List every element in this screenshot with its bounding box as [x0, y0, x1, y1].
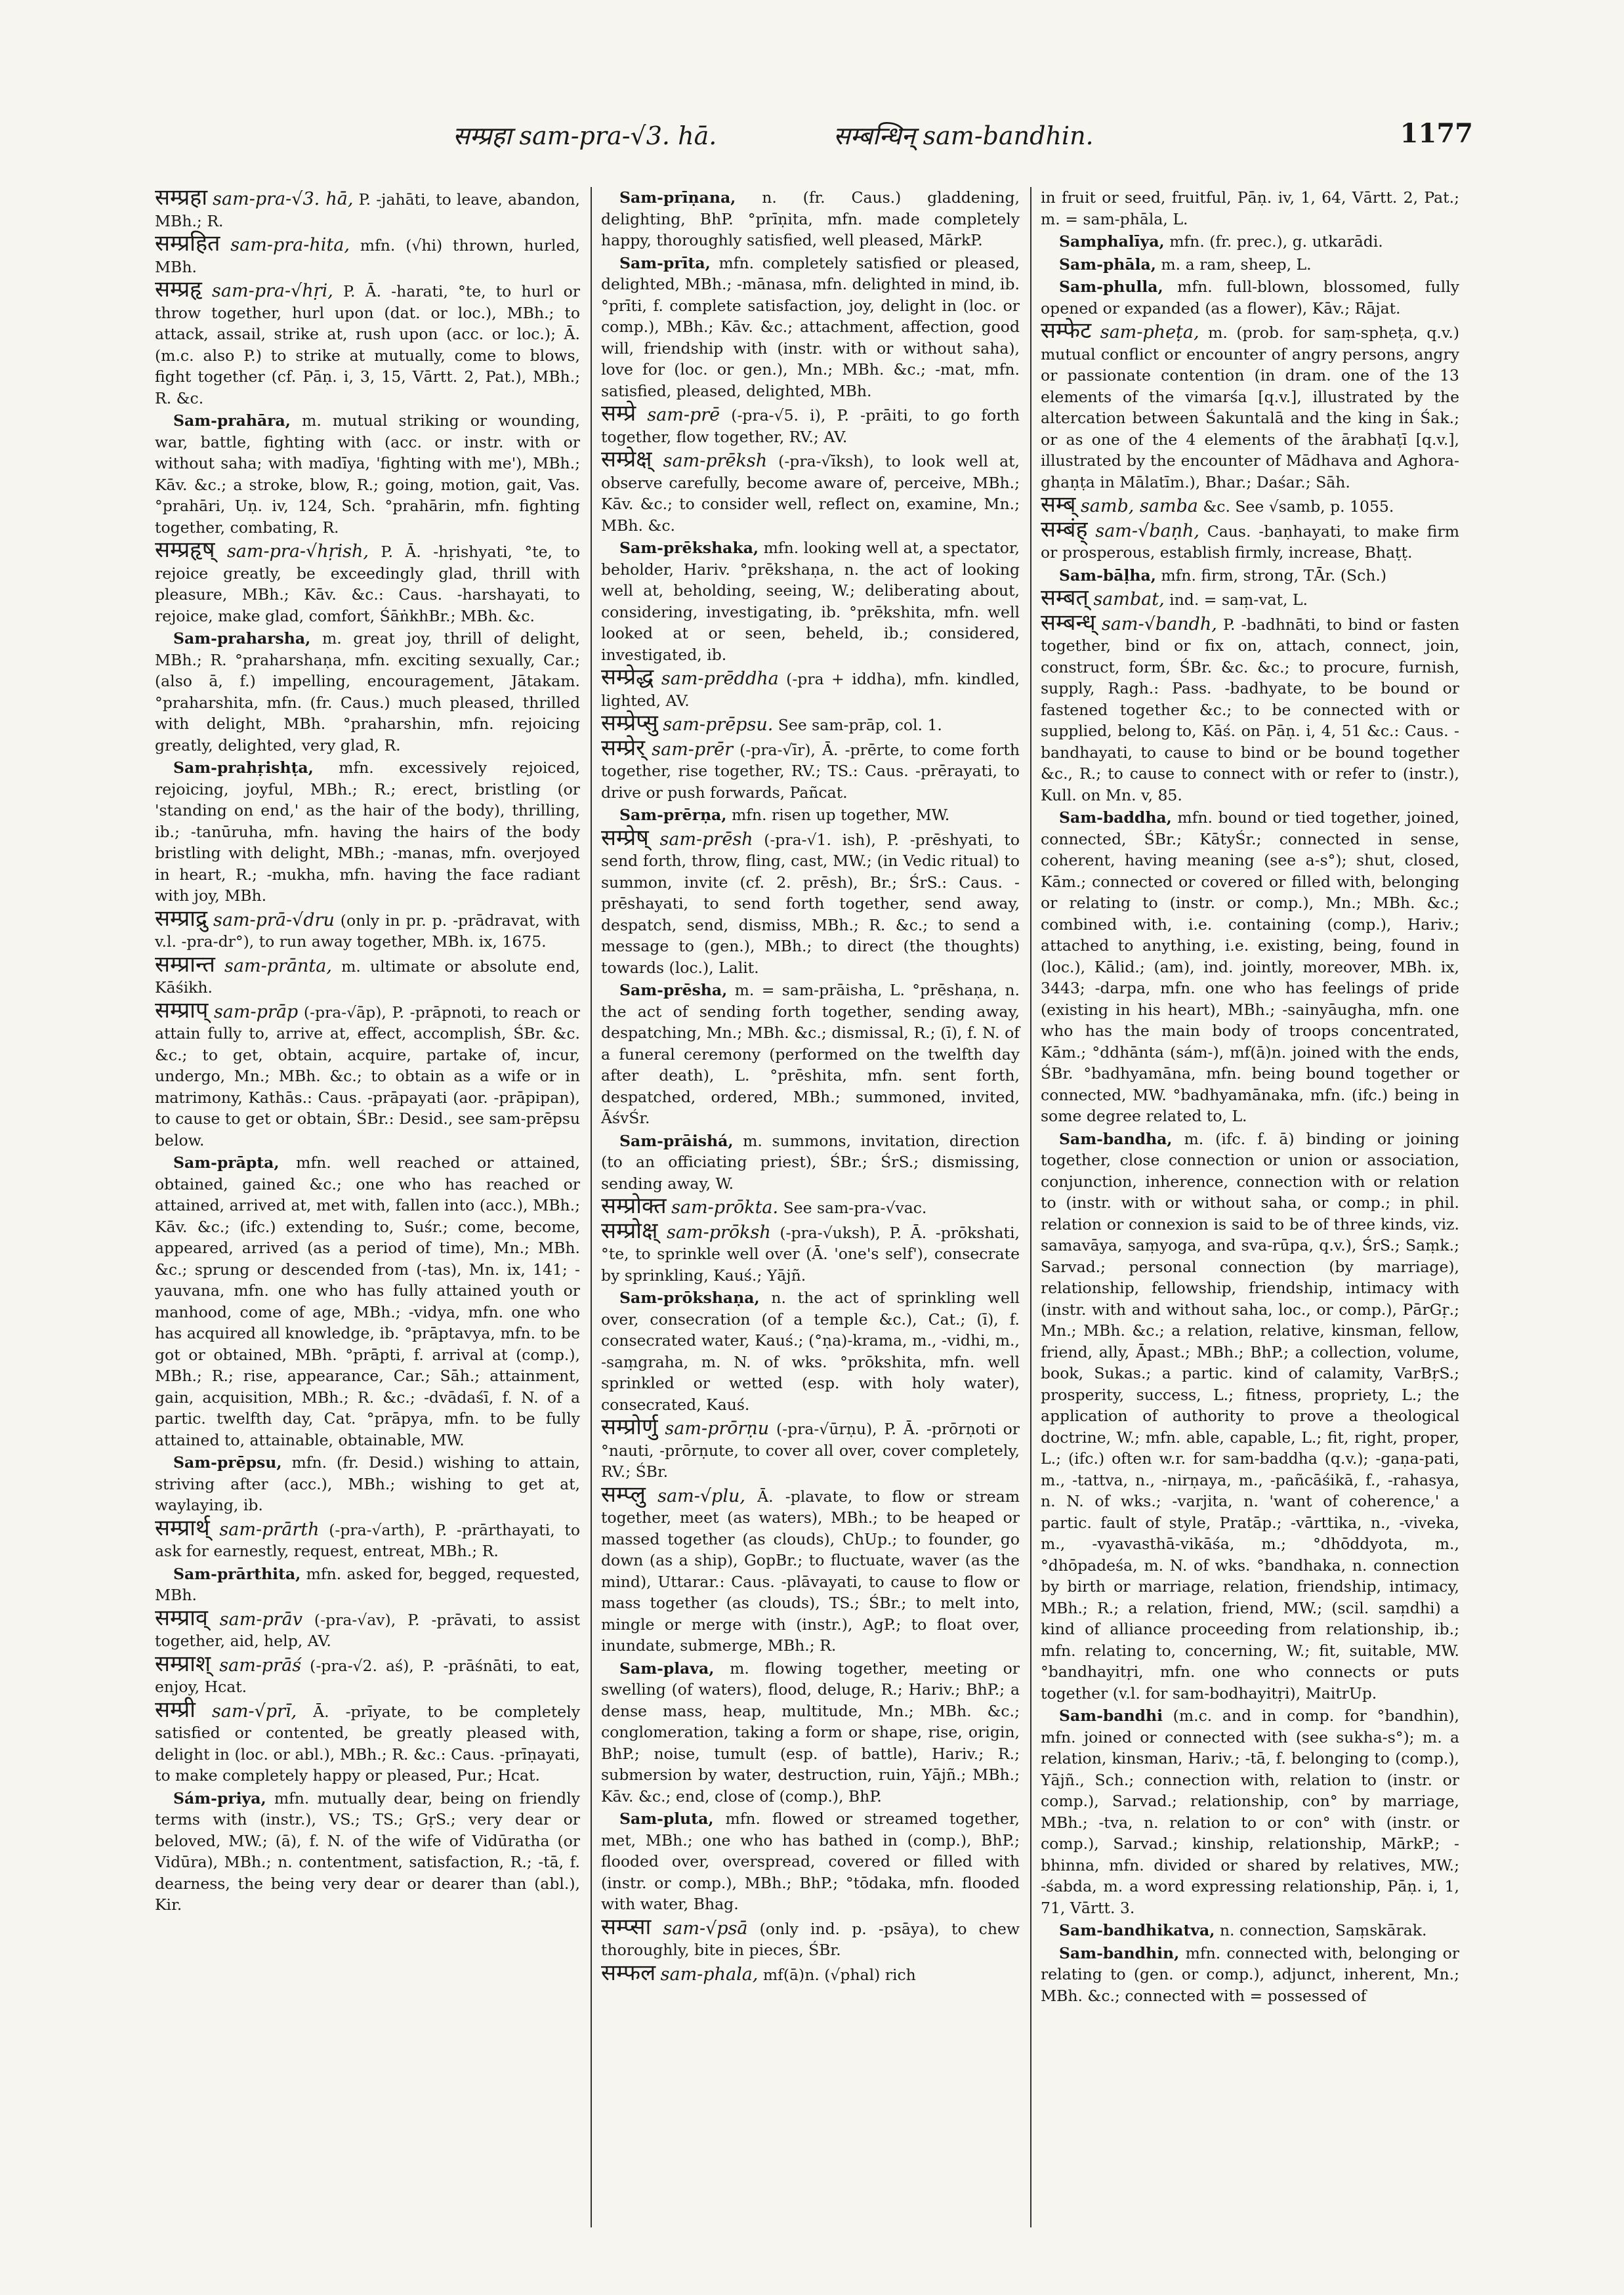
headword-transliteration: samb, samba — [1080, 496, 1198, 516]
headword-transliteration: sam-prōrṇu — [665, 1418, 770, 1439]
entry-definition: (-pra-√av), P. -prāvati, to assist together, aid, help, AV. — [155, 1610, 580, 1650]
headword-devanagari: सम्बन्ध् — [1041, 609, 1096, 636]
headword-devanagari: सम्प्रहृष् — [155, 537, 215, 563]
sub-entry — [601, 253, 1020, 402]
headword-transliteration: sam-prēr — [652, 739, 734, 760]
sub-headword: Sam-bandhin, — [1059, 1943, 1180, 1962]
continued-entry: in fruit or seed, fruitful, Pāṇ. iv, 1, 64, Vārtt. 2, Pat.; m. = sam-phāla, L. — [1041, 188, 1459, 228]
sub-entry — [601, 1658, 1020, 1808]
sub-headword: Sam-prēkshaka, — [619, 539, 759, 557]
entry-definition: m. flowing together, meeting or swelling (of waters), flood, deluge, R.; Hariv.; BhP.; a dense mass, heap, multitude, Mn.; MBh. &c.; conglomeration, taking a form or shape, rise, origin, BhP.; noise, tumult (esp. of battle), Hariv.; R.; submersion by water, destruction, ruin, Yājñ.; MBh.; Kāv. &c.; end, close of (comp.), BhP. — [601, 1659, 1020, 1806]
dictionary-entry — [155, 997, 580, 1151]
headword-devanagari: सम्ब् — [1041, 491, 1076, 518]
headword-transliteration: sam-prē — [647, 405, 720, 425]
headword-transliteration: sam-pheṭa, — [1100, 322, 1199, 342]
sub-entry — [601, 980, 1020, 1129]
sub-headword: Sam-prahṛishṭa, — [173, 758, 314, 777]
sub-entry — [601, 187, 1020, 251]
headword-transliteration: sam-√baṇh, — [1095, 520, 1199, 541]
headword-transliteration: sam-prēddha — [661, 669, 779, 689]
entry-definition: (-pra-√1. ish), P. -prēshyati, to send forth, throw, fling, cast, MW.; (in Vedic ritual) to summon, invite (cf. 2. prēsh), Br.; ŚrS.: Caus. -prēshayati, to send forth together, send away, despatch, send, dismiss, MBh.; R. &c.; to send a message to (gen.), MBh.; to direct (the thoughts) towards (loc.), Lalit. — [601, 830, 1020, 977]
headword-devanagari: सम्प्रेद्ध — [601, 664, 654, 690]
sub-headword: Sam-prēpsu, — [173, 1453, 282, 1472]
entry-definition: n. the act of sprinkling well over, consecration (of a temple &c.), Cat.; (ī), f. consecrated water, Kauś.; (°ṇa)-krama, m., -vidhi, m., -saṃgraha, m. N. of wks. °prōkshita, mfn. well sprinkled or wetted (esp. with holy water), consecrated, Kauś. — [601, 1289, 1020, 1414]
dictionary-entry — [601, 1913, 1020, 1961]
headword-transliteration: sam-√prī, — [211, 1701, 297, 1722]
entry-definition: (-pra-√2. aś), P. -prāśnāti, to eat, enjoy, Hcat. — [155, 1656, 580, 1696]
headword-devanagari: सम्प्री — [155, 1696, 196, 1723]
sub-entry — [1041, 1920, 1459, 1941]
sub-entry — [1041, 807, 1459, 1127]
entry-definition: Ā. -prīyate, to be completely satisfied or contented, be greatly pleased with, delight in (loc. or abl.), MBh.; R. &c.: Caus. -prīṇayati, to make completely happy or pleased, Pur.; Hcat. — [155, 1702, 580, 1785]
sub-entry — [155, 1452, 580, 1516]
sub-headword: Sam-prōkshaṇa, — [619, 1289, 760, 1307]
sub-entry — [601, 1808, 1020, 1915]
dictionary-entry — [1041, 587, 1459, 611]
sub-headword: Sam-bandhikatva, — [1059, 1921, 1215, 1939]
sub-headword: Sam-plava, — [619, 1659, 715, 1678]
sub-entry — [155, 1563, 580, 1606]
entry-definition: n. (fr. Caus.) gladdening, delighting, BhP. °prīṇita, mfn. made completely happy, thoroughly satisfied, well pleased, MārkP. — [601, 188, 1020, 249]
dictionary-entry — [155, 539, 580, 627]
entry-definition: See sam-prāp, col. 1. — [773, 716, 942, 734]
sub-entry — [155, 628, 580, 756]
headword-devanagari: सम्प्रे — [601, 400, 636, 426]
entry-definition: (-pra-√ūrṇu), P. Ā. -prōrṇoti or °nauti, -prōrṇute, to cover all over, cover completely, RV.; ŚBr. — [601, 1420, 1020, 1481]
entry-definition: m. a ram, sheep, L. — [1156, 255, 1312, 274]
headword-devanagari: सम्प्रेक्ष् — [601, 446, 652, 472]
sub-entry — [1041, 1128, 1459, 1705]
headword-devanagari: सम्फेट — [1041, 318, 1092, 344]
sub-entry — [1041, 276, 1459, 319]
sub-headword: Samphalīya, — [1059, 232, 1165, 251]
headword-devanagari: सम्प्रोर्णु — [601, 1414, 658, 1440]
entry-definition: (-pra-√īksh), to look well at, observe carefully, become aware of, perceive, MBh.; Kāv. &c.; to consider well, reflect on, examine, Mn.; MBh. &c. — [601, 452, 1020, 535]
column-2 — [591, 187, 1024, 2227]
headword-transliteration: sam-prā-√dru — [213, 909, 335, 930]
sub-entry — [155, 410, 580, 538]
dictionary-entry — [601, 1481, 1020, 1657]
headword-transliteration: sam-prānta, — [224, 955, 332, 976]
headword-transliteration: sam-phala, — [660, 1964, 759, 1985]
sub-entry — [1041, 1943, 1459, 2007]
entry-definition: m. = sam-prāisha, L. °prēshaṇa, n. the act of sending forth together, sending away, despatching, Mn.; MBh. &c.; dismissal, R.; (ī), f. N. of a funeral ceremony (performed on the twelfth day after death), L. °prēshita, mfn. sent forth, despatched, ordered, MBh.; summoned, invited, ĀśvŚr. — [601, 981, 1020, 1127]
sub-entry — [155, 757, 580, 907]
sub-headword: Sam-phāla, — [1059, 255, 1156, 274]
sub-entry — [601, 1130, 1020, 1195]
column-1 — [151, 187, 584, 2227]
sub-entry — [601, 804, 1020, 826]
sub-headword: Sam-bāḷha, — [1059, 566, 1156, 585]
headword-devanagari: सम्प्रेप्सु — [601, 710, 658, 736]
entry-definition: mfn. asked for, begged, requested, MBh. — [155, 1564, 580, 1604]
dictionary-entry — [601, 710, 1020, 736]
dictionary-entry — [155, 276, 580, 409]
entry-definition: (m.c. and in comp. for °bandhin), mfn. joined or connected with (see sukha-s°); m. a relation, kinsman, Hariv.; -tā, f. belonging to (comp.), Yājñ., Sch.; connection with, relation to (instr. or comp.), Sarvad.; relationship, con° by marriage, MBh.; -tva, n. relation to or con° with (instr. or comp.), Sarvad.; kinship, relationship, MārkP.; -bhinna, mfn. divided or shared by relatives, MW.; -śabda, m. a word expressing relationship, Pāṇ. i, 1, 71, Vārtt. 3. — [1041, 1706, 1459, 1917]
headword-devanagari: सम्प्रार्थ् — [155, 1514, 210, 1541]
dictionary-entry — [1041, 320, 1459, 493]
entry-definition: (-pra-√arth), P. -prārthayati, to ask for earnestly, request, entreat, MBh.; R. — [155, 1520, 580, 1560]
dictionary-entry — [1041, 491, 1459, 518]
sub-headword: Sam-praharsha, — [173, 629, 311, 648]
dictionary-columns — [151, 187, 1470, 2227]
entry-definition: mfn. flowed or streamed together, met, MBh.; one who has bathed in (comp.), BhP.; flooded over, overspread, covered or filled with (instr. or comp.), MBh.; BhP.; °tōdaka, mfn. flooded with water, Bhag. — [601, 1809, 1020, 1913]
entry-definition: m. (prob. for saṃ-spheṭa, q.v.) mutual conflict or encounter of angry persons, angry or passionate contention (in dram. one of the 13 elements of the vimarśa [q.v.], illustrated by the altercation between Śakuntalā and the king in Śak.; or as one of the 4 elements of the ārabhaṭī [q.v.], illustrated by the encounter of Mādhava and Aghora-ghaṇṭa in Mālatīm.), Bhar.; Daśar.; Sāh. — [1041, 323, 1459, 491]
dictionary-entry — [601, 446, 1020, 536]
entry-definition: m. mutual striking or wounding, war, battle, fighting with (acc. or instr. with or without saha; with madīya, 'fighting with me'), MBh.; Kāv. &c.; a stroke, blow, R.; going, motion, gait, Vas. °prahāri, Uṇ. iv, 124, Sch. °prahārin, mfn. fighting together, combating, R. — [155, 411, 580, 537]
running-header — [151, 118, 1473, 171]
dictionary-entry — [1041, 516, 1459, 564]
column-3 — [1030, 187, 1463, 2227]
sub-headword: Sam-bandhi — [1059, 1706, 1163, 1725]
headword-transliteration: sam-prāś — [219, 1655, 302, 1676]
headword-devanagari: सम्प्रेर् — [601, 734, 646, 761]
sub-headword: Sam-baddha, — [1059, 808, 1172, 827]
headword-devanagari: सम्प्रान्त — [155, 951, 215, 978]
dictionary-entry — [601, 1195, 1020, 1219]
entry-definition: m. great joy, thrill of delight, MBh.; R. °praharshaṇa, mfn. exciting sexually, Car.; (also ā, f.) impelling, encouragement, Jātakam. °praharshita, mfn. (fr. Caus.) much pleased, thrilled with delight, MBh. °praharshin, mfn. rejoicing greatly, delighted, very glad, R. — [155, 629, 580, 755]
headword-transliteration: sam-√psā — [663, 1918, 748, 1939]
entry-definition: (-pra-√āp), P. -prāpnoti, to reach or attain fully to, arrive at, effect, accomplish, ŚBr. &c. &c.; to get, obtain, acquire, partake of, incur, undergo, Mn.; MBh. &c.; to obtain as a wife or in matrimony, Kathās.: Caus. -prāpayati (aor. -prāpipan), to cause to get or obtain, ŚBr.: Desid., see sam-prēpsu below. — [155, 1003, 580, 1149]
headword-devanagari: सम्प्सा — [601, 1913, 652, 1940]
header-left-guideword: सम्प्रहा sam-pra-√3. hā. — [453, 121, 717, 150]
entry-definition: m. ultimate or absolute end, Kāśikh. — [155, 957, 580, 997]
entry-definition: (only in pr. p. -prādravat, with v.l. -pra-dr°), to run away together, MBh. ix, 1675. — [155, 911, 580, 951]
entry-definition: P. -jahāti, to leave, abandon, MBh.; R. — [155, 190, 580, 230]
entry-definition: mfn. full-blown, blossomed, fully opened or expanded (as a flower), Kāv.; Rājat. — [1041, 278, 1459, 318]
entry-definition: (only ind. p. -psāya), to chew thoroughly, bite in pieces, ŚBr. — [601, 1919, 1020, 1959]
headword-transliteration: sam-pra-√hṛish, — [226, 541, 369, 562]
headword-transliteration: sam-prēpsu. — [663, 714, 774, 735]
entry-definition: mfn. mutually dear, being on friendly terms with (instr.), VS.; TS.; GṛS.; very dear or beloved, MW.; (ā), f. N. of the wife of Vidūratha (or Vidūra), MBh.; n. contentment, satisfaction, R.; -tā, f. dearness, the being very dear or dearer than (abl.), Kir. — [155, 1788, 580, 1914]
headword-transliteration: sam-pra-hita, — [230, 235, 350, 255]
dictionary-entry — [601, 1217, 1020, 1287]
entry-definition: Ā. -plavate, to flow or stream together, meet (as waters), MBh.; to be heaped or massed together (as clouds), ChUp.; to founder, go down (as a ship), GopBr.; to fluctuate, waver (as the mind), Uttarar.: Caus. -plāvayati, to cause to flow or mass together (as clouds), TS.; ŚBr.; to melt into, mingle or merge with (instr.), AgP.; to float over, inundate, submerge, MBh.; R. — [601, 1487, 1020, 1655]
entry-definition: m. (ifc. f. ā) binding or joining together, close connection or union or association, conjunction, inherence, connection with or relation to (instr. with or without saha, or comp.; in phil. relation or connexion is said to be of three kinds, viz. samavāya, saṃyoga, and sva-rūpa, q.v.), ŚrS.; Saṃk.; Sarvad.; personal connection (by marriage), relationship, fellowship, friendship, intimacy with (instr. with and without saha, loc., or comp.), PārGṛ.; Mn.; MBh. &c.; a relation, relative, kinsman, fellow, friend, ally, Āpast.; MBh.; BhP.; a collection, volume, book, Sukas.; a partic. kind of calamity, VarBṛS.; prosperity, success, L.; fitness, propriety, L.; the application of authority to prove a theological doctrine, W.; mfn. able, capable, L.; fit, right, proper, L.; (ifc.) often w.r. for sam-baddha (q.v.); -gaṇa-pati, m., -tattva, n., -nirṇaya, m., -pañcāśikā, f., -rahasya, n. N. of wks.; -varjita, n. 'want of coherence,' a partic. fault of style, Pratāp.; -vārttika, n., -viveka, m., -vyavasthā-vikāśa, m.; °dhōddyota, m., °dhōpadeśa, m. N. of wks. °bandhaka, n. connection by birth or marriage, relation, friendship, intimacy, MBh.; R.; a relation, friend, MW.; (scil. saṃdhi) a kind of alliance proceeding from relationship, ib.; mfn. relating to, concerning, W.; fit, suitable, MW. °bandhayitṛi, mfn. one who connects or puts together (v.l. for sam-bodhayitṛi), MaitrUp. — [1041, 1129, 1459, 1703]
entry-definition: See sam-pra-√vac. — [778, 1199, 927, 1217]
entry-definition: P. Ā. -hṛishyati, °te, to rejoice greatly, be exceedingly glad, thrill with pleasure, MBh.; Kāv. &c.: Caus. -harshayati, to rejoice, make glad, comfort, ŚāṅkhBr.; MBh. &c. — [155, 543, 580, 625]
dictionary-entry — [155, 905, 580, 953]
sub-entry — [155, 1788, 580, 1916]
entry-definition: (-pra + iddha), mfn. kindled, lighted, AV. — [601, 670, 1020, 710]
sub-headword: Sam-prāpta, — [173, 1153, 280, 1172]
entry-definition: mfn. (√hi) thrown, hurled, MBh. — [155, 236, 580, 276]
headword-transliteration: sam-prārth — [219, 1519, 320, 1540]
sub-headword: Sam-phulla, — [1059, 278, 1163, 296]
dictionary-entry — [155, 1514, 580, 1562]
headword-transliteration: sam-√bandh, — [1101, 613, 1217, 634]
sub-headword: Sam-bandha, — [1059, 1129, 1173, 1148]
entry-definition: (-pra-√īr), Ā. -prērte, to come forth together, rise together, RV.; TS.: Caus. -prērayati, to drive or push forwards, Pañcat. — [601, 740, 1020, 802]
sub-entry — [1041, 231, 1459, 253]
sub-headword: Sam-prahāra, — [173, 411, 291, 430]
sub-headword: Sam-prārthita, — [173, 1564, 301, 1583]
headword-devanagari: सम्प्राद्रु — [155, 905, 208, 932]
sub-headword: Sam-prīṇana, — [619, 188, 736, 207]
sub-headword: Sam-prērṇa, — [619, 806, 727, 824]
headword-transliteration: sam-√plu, — [657, 1485, 745, 1506]
headword-transliteration: sam-prēsh — [659, 829, 753, 850]
headword-transliteration: sam-prēksh — [663, 451, 768, 471]
headword-transliteration: sam-prāv — [219, 1609, 303, 1630]
headword-devanagari: सम्प्रहृ — [155, 276, 202, 302]
headword-devanagari: सम्प्रोक्त — [601, 1193, 667, 1219]
entry-definition: mfn. bound or tied together, joined, connected, ŚBr.; KātyŚr.; connected in sense, coherent, having meaning (see a-s°); shut, closed, Kām.; connected or covered or filled with, belonging or relating to (instr. or comp.), Mn.; MBh. &c.; combined with, i.e. containing (comp.), Hariv.; attached to anything, i.e. existing, being, found in (loc.), Kālid.; (am), ind. jointly, moreover, MBh. ix, 3443; -darpa, mfn. one who has feelings of pride (existing in his heart), MBh.; -sainyāugha, mfn. one who has the main body of troops concentrated, Kām.; °ddhānta (sám-), mf(ā)n. joined with the ends, ŚBr. °badhyamāna, mfn. being bound together or connected, MW. °badhyamānaka, mfn. (ifc.) being in some degree related to, L. — [1041, 808, 1459, 1125]
headword-devanagari: सम्फल — [601, 1959, 656, 1986]
dictionary-entry — [155, 951, 580, 999]
dictionary-entry — [155, 1650, 580, 1698]
headword-transliteration: sam-pra-√3. hā, — [213, 189, 354, 209]
sub-headword: Sám-priya, — [173, 1788, 266, 1808]
headword-devanagari: सम्बत् — [1041, 585, 1089, 611]
headword-devanagari: सम्प्राप् — [155, 997, 209, 1023]
sub-entry — [1041, 565, 1459, 587]
header-right-guideword: सम्बन्धिन् sam-bandhin. — [833, 121, 1094, 150]
entry-definition: mfn. completely satisfied or pleased, delighted, MBh.; -mānasa, mfn. delighted in mind, ib. °prīti, f. complete satisfaction, joy, delight in (loc. or comp.), MBh.; Kāv. &c.; attachment, affection, good will, friendship with (instr. with or without saha), love for (loc. or gen.), Mn.; MBh. &c.; -mat, mfn. satisfied, pleased, delighted, MBh. — [601, 253, 1020, 400]
sub-entry — [601, 537, 1020, 665]
entry-definition: Caus. -baṇhayati, to make firm or prosperous, establish firmly, increase, Bhaṭṭ. — [1041, 522, 1459, 562]
dictionary-entry — [1041, 609, 1459, 806]
dictionary-entry — [155, 187, 580, 232]
sub-entry — [601, 1287, 1020, 1415]
dictionary-entry — [155, 1696, 580, 1787]
headword-transliteration: sam-pra-√hṛi, — [212, 281, 333, 301]
sub-entry — [1041, 254, 1459, 276]
entry-definition: mfn. firm, strong, TĀr. (Sch.) — [1156, 566, 1387, 585]
entry-definition: &c. See √samb, p. 1055. — [1197, 497, 1394, 516]
dictionary-entry — [601, 400, 1020, 447]
dictionary-entry — [601, 664, 1020, 711]
headword-transliteration: sam-prāp — [213, 1001, 299, 1022]
sub-entry — [155, 1152, 580, 1451]
entry-definition: (-pra-√5. i), P. -prāiti, to go forth together, flow together, RV.; AV. — [601, 406, 1020, 446]
entry-definition: mfn. well reached or attained, obtained, gained &c.; one who has reached or attained, arrived at, met with, fallen into (acc.), MBh.; Kāv. &c.; (ifc.) extending to, Suśr.; come, become, appeared, arrived (as a period of time), Mn.; MBh. &c.; sprung or descended from (-tas), Mn. ix, 141; -yauvana, mfn. one who has fully attained youth or manhood, come of age, MBh.; -vidya, mfn. one who has acquired all knowledge, ib. °prāptavya, mfn. to be got or obtained, MBh. °prāpti, f. arrival at (comp.), MBh.; R.; rise, appearance, Car.; Sāh.; attainment, gain, acquisition, MBh.; R. &c.; -dvādaśī, f. N. of a partic. twelfth day, Cat. °prāpya, mfn. to be fully attained to, attainable, obtainable, MW. — [155, 1153, 580, 1449]
headword-transliteration: sam-prōkta. — [671, 1197, 779, 1218]
dictionary-entry — [601, 734, 1020, 804]
sub-entry — [1041, 1705, 1459, 1918]
dictionary-entry — [155, 1604, 580, 1652]
dictionary-entry — [601, 1416, 1020, 1483]
entry-definition: mfn. (fr. prec.), g. utkarādi. — [1164, 232, 1383, 251]
entry-definition: n. connection, Saṃskārak. — [1215, 1921, 1427, 1939]
entry-definition: (-pra-√uksh), P. Ā. -prōkshati, °te, to sprinkle well over (Ā. 'one's self'), consecrate by sprinkling, Kauś.; Yājñ. — [601, 1223, 1020, 1285]
entry-definition: P. Ā. -harati, °te, to hurl or throw together, hurl upon (dat. or loc.), MBh.; to attack, assail, strike at, rush upon (acc. or loc.); Ā. (m.c. also P.) to strike at mutually, come to blows, fight together (cf. Pāṇ. i, 3, 15, Vārtt. 2, Pat.), MBh.; R. &c. — [155, 282, 580, 407]
sub-headword: Sam-pluta, — [619, 1809, 714, 1828]
sub-headword: Sam-prāishá, — [619, 1131, 734, 1150]
entry-definition: mfn. connected with, belonging or relating to (gen. or comp.), adjunct, inherent, Mn.; MBh. &c.; connected with = possessed of — [1041, 1943, 1459, 2005]
entry-definition: P. -badhnāti, to bind or fasten together, bind or fix on, attach, connect, join, construct, form, ŚBr. &c. &c.; to procure, furnish, supply, Ragh.: Pass. -badhyate, to be bound or fastened together &c.; to be connected with or supplied, belong to, Kāś. on Pāṇ. i, 4, 51 &c.: Caus. -bandhayati, to cause to bind or be bound together &c., R.; to cause to connect with or refer to (instr.), Kull. on Mn. v, 85. — [1041, 615, 1459, 804]
headword-transliteration: sam-prōksh — [667, 1222, 771, 1243]
entry-definition: mfn. excessively rejoiced, rejoicing, joyful, MBh.; R.; erect, bristling (or 'standing on end,' as the hair of the body), thrilling, ib.; -tanūruha, mfn. having the hairs of the body bristling with delight, MBh.; -manas, mfn. overjoyed in heart, R.; -mukha, mfn. having the face radiant with joy, MBh. — [155, 758, 580, 905]
headword-devanagari: सम्प्रहा — [155, 187, 208, 211]
dictionary-entry — [601, 824, 1020, 979]
entry-definition: mf(ā)n. (√phal) rich — [758, 1965, 916, 1984]
entry-definition: m. summons, invitation, direction (to an officiating priest), ŚBr.; ŚrS.; dismissing, sending away, W. — [601, 1131, 1020, 1193]
page-number: 1177 — [1400, 118, 1473, 149]
dictionary-entry — [601, 1959, 1020, 1986]
headword-transliteration: sambat, — [1093, 589, 1165, 610]
sub-headword: Sam-prīta, — [619, 253, 711, 272]
headword-devanagari: सम्प्राश् — [155, 1650, 211, 1677]
headword-devanagari: सम्बंह् — [1041, 516, 1088, 543]
entry-definition: mfn. (fr. Desid.) wishing to attain, striving after (acc.), MBh.; wishing to get at, waylaying, ib. — [155, 1453, 580, 1514]
entry-definition: mfn. looking well at, a spectator, beholder, Hariv. °prēkshaṇa, n. the act of looking well at, beholding, seeing, W.; deliberating about, considering, investigating, ib. °prēkshita, mfn. well looked at or seen, beheld, ib.; considered, investigated, ib. — [601, 539, 1020, 664]
headword-devanagari: सम्प्राव् — [155, 1604, 208, 1631]
headword-devanagari: सम्प्रेष् — [601, 824, 649, 851]
headword-devanagari: सम्प्रोक्ष् — [601, 1217, 658, 1244]
entry-definition: ind. = saṃ-vat, L. — [1164, 590, 1308, 609]
dictionary-entry — [155, 230, 580, 278]
headword-devanagari: सम्प्लु — [601, 1481, 646, 1508]
sub-headword: Sam-prēsha, — [619, 981, 728, 999]
headword-devanagari: सम्प्रहित — [155, 230, 220, 257]
entry-definition: mfn. risen up together, MW. — [726, 806, 950, 824]
